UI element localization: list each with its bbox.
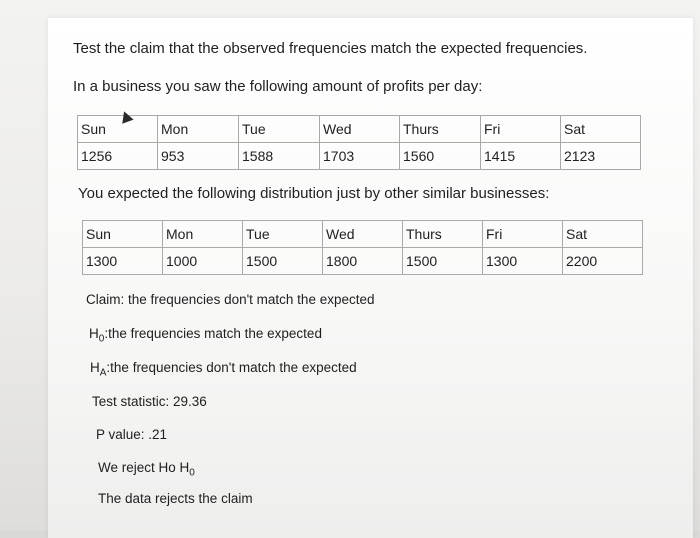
observed-table <box>77 115 641 170</box>
p-value: P value: .21 <box>96 427 168 442</box>
expected-value: 2200 <box>563 248 643 275</box>
observed-value: 1588 <box>239 143 320 170</box>
observed-value: 2123 <box>561 143 641 170</box>
alternative-hypothesis <box>90 360 357 379</box>
table-row <box>83 248 643 275</box>
day-header: Sun <box>78 116 158 143</box>
ha-symbol: H <box>90 360 100 375</box>
table-row <box>78 116 641 143</box>
day-header: Wed <box>323 221 403 248</box>
expected-value: 1500 <box>243 248 323 275</box>
day-header: Thurs <box>403 221 483 248</box>
decision <box>98 460 195 479</box>
claim-text: Claim: the frequencies don't match the expected <box>86 292 375 307</box>
expected-context: You expected the following distribution just by other similar businesses: <box>78 185 550 202</box>
h0-subscript: 0 <box>98 333 105 345</box>
day-header: Sun <box>83 221 163 248</box>
null-hypothesis <box>89 326 322 345</box>
decision-subscript: 0 <box>189 467 195 479</box>
observed-value: 1415 <box>481 143 561 170</box>
observed-value: 1256 <box>78 143 158 170</box>
expected-value: 1800 <box>323 248 403 275</box>
day-header: Mon <box>158 116 239 143</box>
day-header: Tue <box>243 221 323 248</box>
expected-table <box>82 220 643 275</box>
observed-value: 953 <box>158 143 239 170</box>
expected-value: 1500 <box>403 248 483 275</box>
day-header: Tue <box>239 116 320 143</box>
ha-text: :the frequencies don't match the expected <box>106 360 357 375</box>
ha-subscript: A <box>99 367 107 379</box>
decision-text: We reject Ho H <box>98 460 190 475</box>
expected-value: 1300 <box>483 248 563 275</box>
day-header: Fri <box>481 116 561 143</box>
expected-value: 1000 <box>163 248 243 275</box>
day-header: Fri <box>483 221 563 248</box>
expected-value: 1300 <box>83 248 163 275</box>
day-header: Sat <box>563 221 643 248</box>
observed-value: 1703 <box>320 143 400 170</box>
day-header: Mon <box>163 221 243 248</box>
day-header: Wed <box>320 116 400 143</box>
observed-value: 1560 <box>400 143 481 170</box>
conclusion: The data rejects the claim <box>98 491 253 506</box>
day-header: Sat <box>561 116 641 143</box>
h0-text: :the frequencies match the expected <box>104 326 322 341</box>
day-header: Thurs <box>400 116 481 143</box>
table-row <box>78 143 641 170</box>
question-context: In a business you saw the following amount of profits per day: <box>73 78 483 95</box>
test-statistic: Test statistic: 29.36 <box>92 394 207 409</box>
table-row <box>83 221 643 248</box>
h0-symbol: H <box>89 326 99 341</box>
question-prompt: Test the claim that the observed frequencies match the expected frequencies. <box>73 40 588 57</box>
